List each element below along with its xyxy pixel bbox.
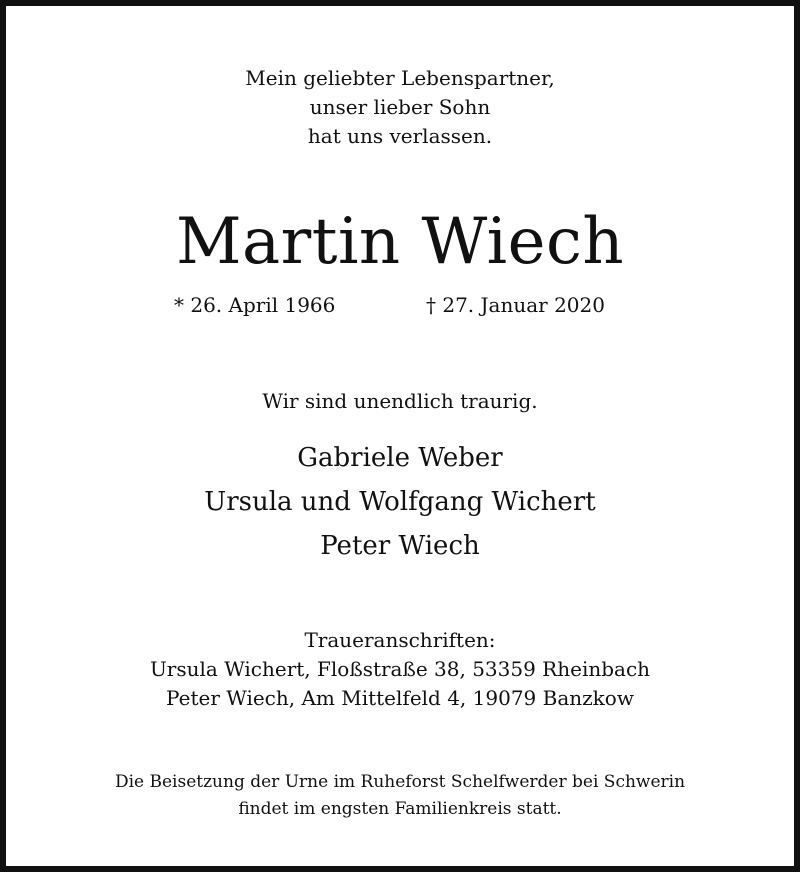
intro-line: hat uns verlassen. xyxy=(307,124,493,148)
addresses-heading: Traueranschriften: xyxy=(304,628,496,652)
intro-text xyxy=(6,64,794,151)
condolence-addresses xyxy=(6,626,794,713)
deceased-name: Martin Wiech xyxy=(175,205,625,279)
address-line: Ursula Wichert, Floßstraße 38, 53359 Rheinbach xyxy=(149,657,651,681)
mourner-name: Ursula und Wolfgang Wichert xyxy=(204,487,596,517)
intro-line: Mein geliebter Lebenspartner, xyxy=(245,66,555,90)
burial-line: findet im engsten Familienkreis statt. xyxy=(238,799,562,819)
death-date: † 27. Januar 2020 xyxy=(426,293,605,317)
address-line: Peter Wiech, Am Mittelfeld 4, 19079 Banzkow xyxy=(166,686,634,710)
intro-line: unser lieber Sohn xyxy=(309,95,491,119)
sentiment-text: Wir sind unendlich traurig. xyxy=(262,389,538,413)
mourner-name: Peter Wiech xyxy=(320,531,480,561)
burial-line: Die Beisetzung der Urne im Ruheforst Schelfwerder bei Schwerin xyxy=(114,772,686,792)
mourners-list xyxy=(6,436,794,568)
mourner-name: Gabriele Weber xyxy=(297,443,503,473)
birth-date: * 26. April 1966 xyxy=(174,293,336,317)
burial-notice xyxy=(6,769,794,823)
